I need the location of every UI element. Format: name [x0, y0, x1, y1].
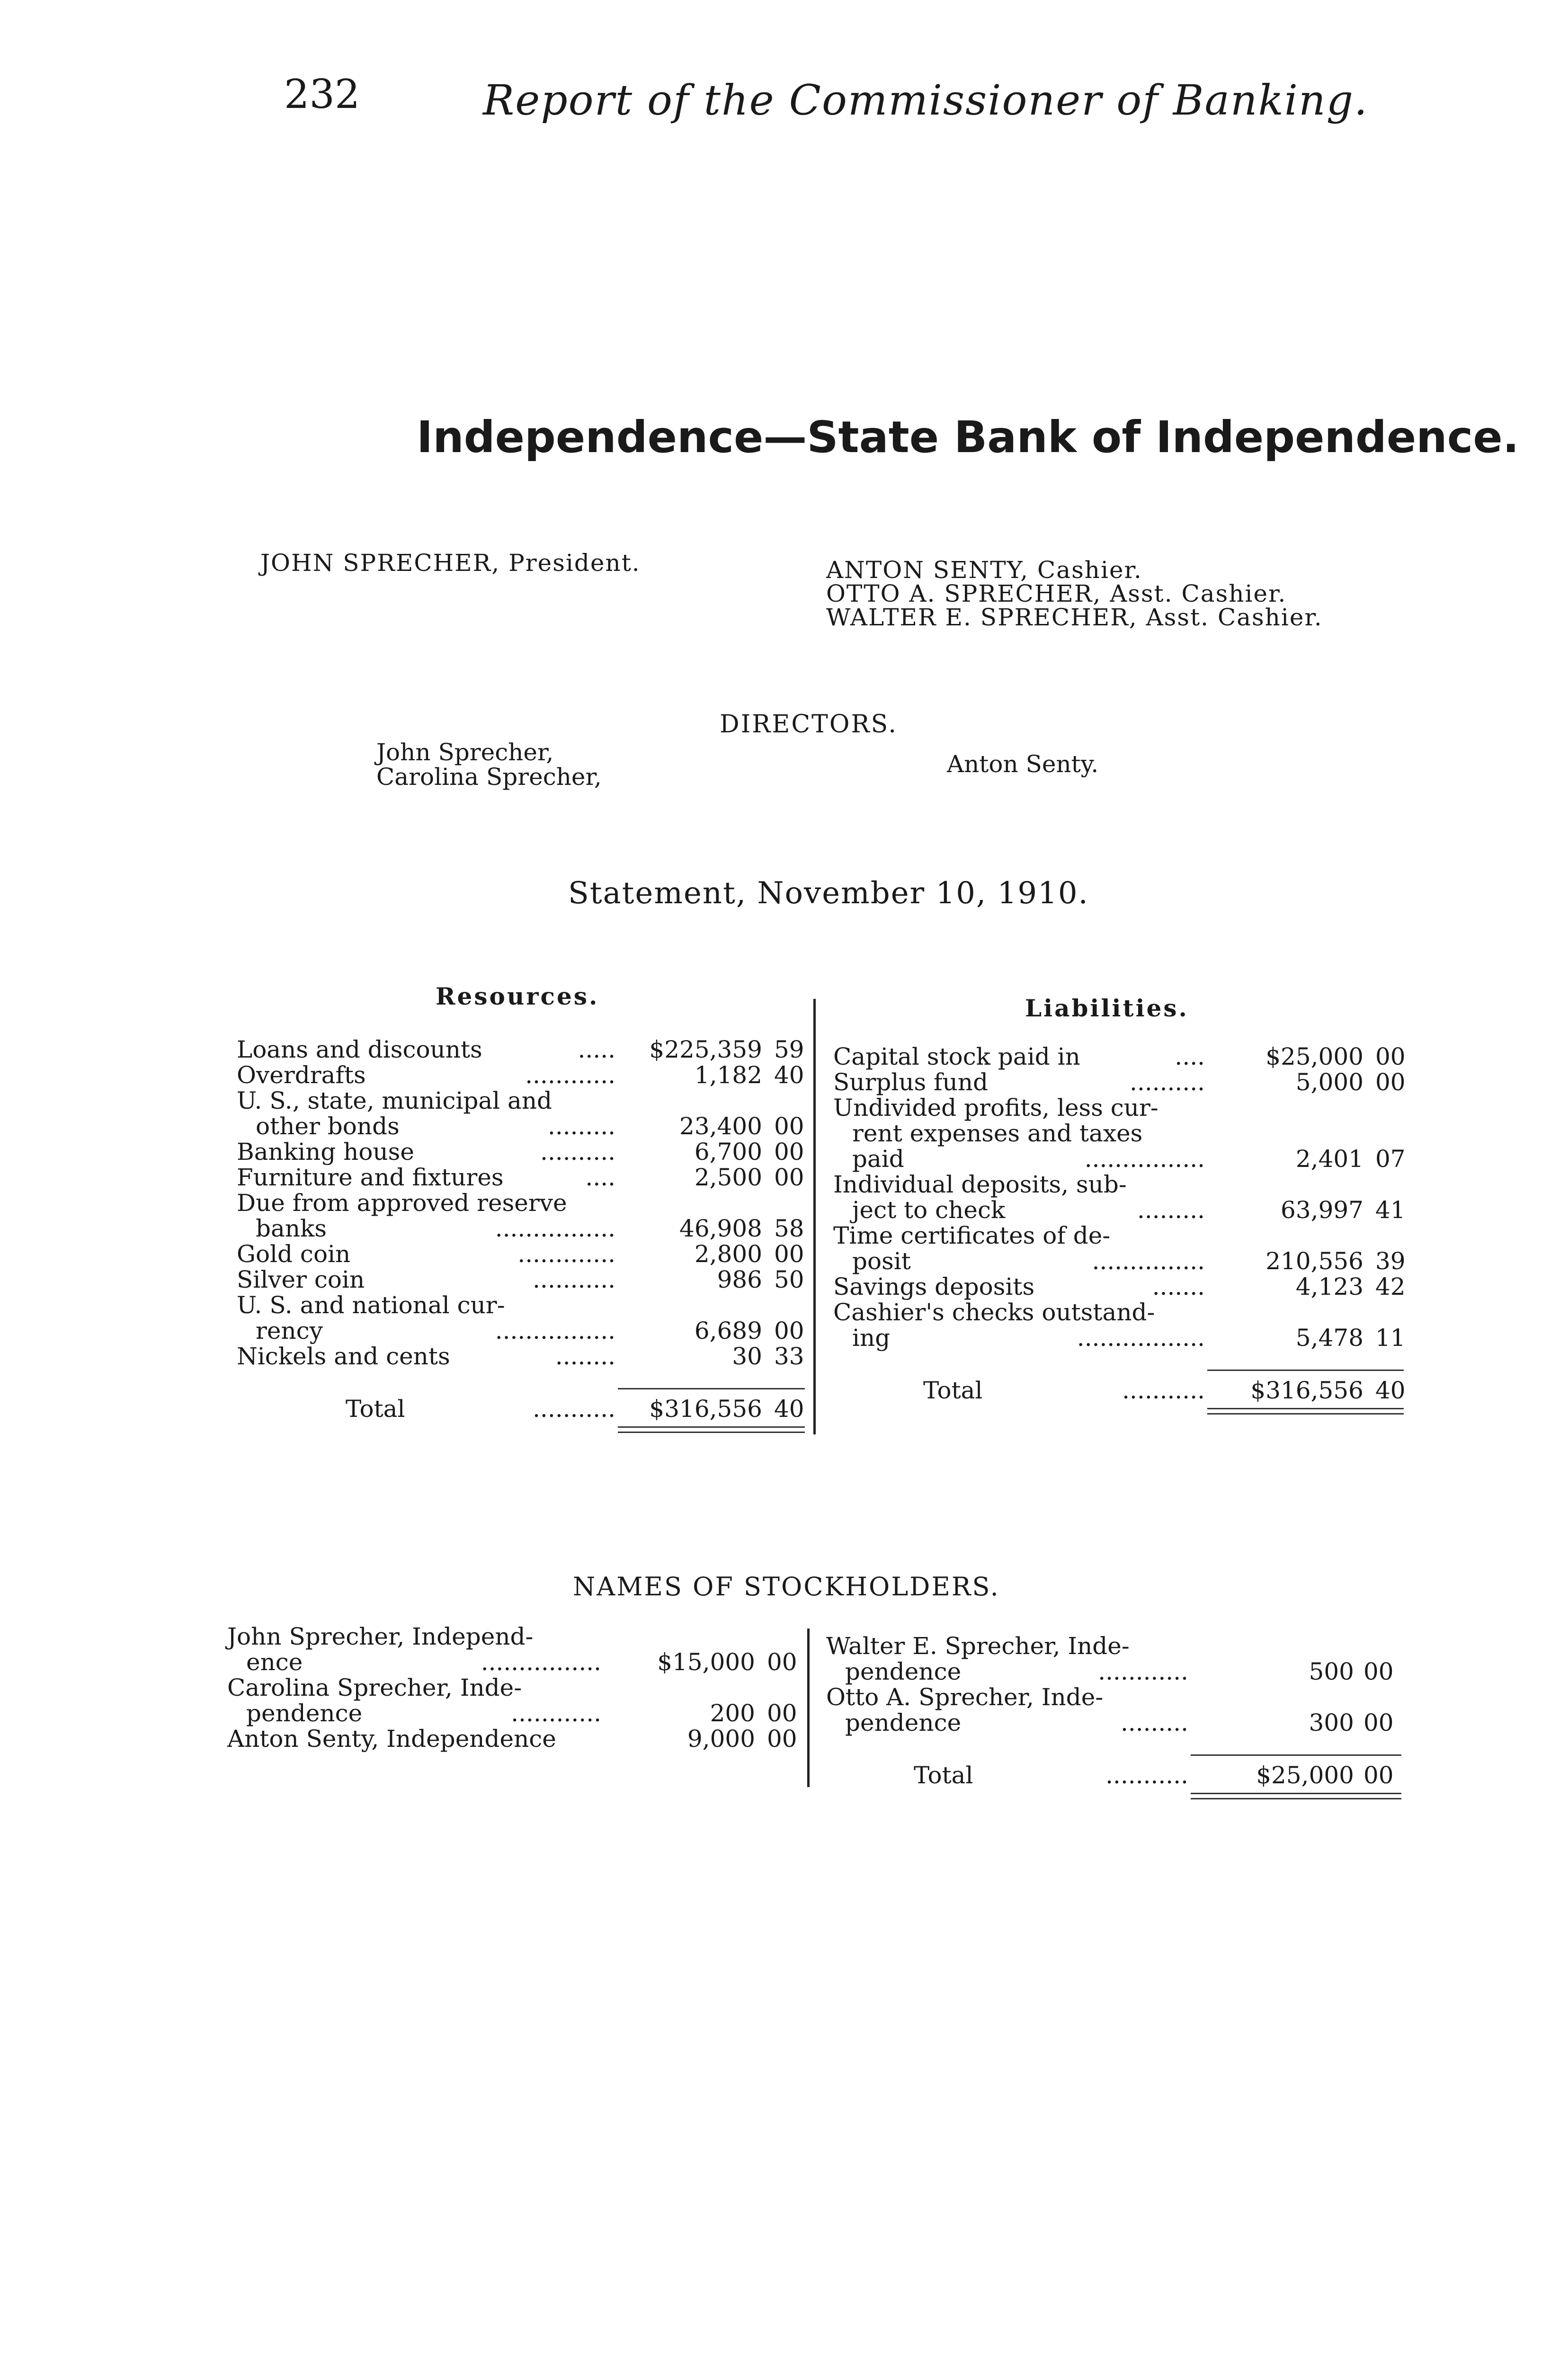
amount-dollars: 200 — [710, 1700, 755, 1727]
amount-dollars: 2,500 — [694, 1164, 762, 1191]
row-label: banks — [256, 1215, 327, 1242]
table-row — [0, 1121, 1468, 1146]
directors-heading: DIRECTORS. — [720, 710, 898, 739]
table-row — [0, 1633, 1468, 1659]
row-label: ject to check — [852, 1196, 1006, 1224]
dot-leader: ................ — [495, 1215, 615, 1242]
row-label: other bonds — [256, 1112, 400, 1140]
dot-leader: ......... — [1137, 1196, 1205, 1224]
dot-leader: ............ — [511, 1700, 601, 1727]
row-label: Time certificates of de- — [833, 1222, 1111, 1249]
amount-dollars: 5,000 — [1295, 1068, 1363, 1096]
row-label: Nickels and cents — [237, 1343, 450, 1370]
amount-cents: 11 — [1375, 1324, 1406, 1352]
officer-president: JOHN SPRECHER, President. — [260, 549, 641, 577]
row-label: Walter E. Sprecher, Inde- — [826, 1632, 1130, 1660]
table-row — [0, 1197, 1468, 1223]
amount-cents: 58 — [774, 1215, 804, 1242]
amount-cents: 00 — [1363, 1762, 1394, 1789]
amount-cents: 00 — [767, 1648, 797, 1676]
amount-cents: 00 — [774, 1164, 804, 1191]
liabilities-heading: Liabilities. — [1025, 994, 1189, 1022]
dot-leader: ........... — [1105, 1762, 1188, 1789]
amount-cents: 41 — [1375, 1196, 1406, 1224]
table-row — [0, 1325, 1468, 1351]
row-label: U. S. and national cur- — [237, 1291, 505, 1319]
amount-cents: 39 — [1375, 1247, 1406, 1275]
officer-asst-cashier: WALTER E. SPRECHER, Asst. Cashier. — [826, 604, 1323, 631]
total-label: Total — [346, 1395, 405, 1423]
amount-dollars: 2,401 — [1295, 1145, 1363, 1173]
amount-cents: 40 — [774, 1061, 804, 1089]
row-label: Gold coin — [237, 1240, 351, 1268]
total-label: Total — [923, 1377, 983, 1404]
row-label: Anton Senty, Independence — [227, 1725, 556, 1753]
liabilities-table — [0, 1044, 1468, 1415]
table-row — [0, 1248, 1468, 1274]
row-label: rent expenses and taxes — [852, 1120, 1143, 1147]
amount-cents: 50 — [774, 1266, 804, 1293]
amount-cents: 00 — [774, 1138, 804, 1166]
officer-cashier: ANTON SENTY, Cashier. — [826, 556, 1142, 584]
row-label: posit — [852, 1247, 911, 1275]
double-rule — [1191, 1793, 1401, 1794]
amount-cents: 00 — [1363, 1709, 1394, 1736]
table-row — [0, 1146, 1468, 1172]
table-row — [0, 1172, 1468, 1197]
dot-leader: ................ — [1084, 1145, 1205, 1173]
dot-leader: ......... — [1120, 1709, 1188, 1736]
table-row — [0, 1095, 1468, 1121]
dot-leader: .......... — [540, 1138, 615, 1166]
dot-leader: .......... — [1130, 1068, 1205, 1096]
amount-cents: 42 — [1375, 1273, 1406, 1300]
amount-cents: 00 — [767, 1725, 797, 1753]
amount-cents: 00 — [1375, 1068, 1406, 1096]
double-rule — [618, 1432, 805, 1433]
row-label: Otto A. Sprecher, Inde- — [826, 1683, 1104, 1711]
director-name: Anton Senty. — [947, 750, 1099, 778]
total-row — [0, 1378, 1468, 1403]
amount-dollars: 63,997 — [1281, 1196, 1363, 1224]
amount-dollars: 46,908 — [679, 1215, 762, 1242]
double-rule — [618, 1426, 805, 1428]
page-number: 232 — [284, 71, 360, 117]
amount-cents: 40 — [774, 1395, 804, 1423]
row-label: Banking house — [237, 1138, 414, 1166]
amount-dollars: 1,182 — [694, 1061, 762, 1089]
dot-leader: ........... — [533, 1266, 615, 1293]
row-label: U. S., state, municipal and — [237, 1087, 552, 1114]
amount-cents: 00 — [767, 1700, 797, 1727]
table-row — [0, 1710, 1468, 1735]
bank-title: Independence—State Bank of Independence. — [417, 412, 1519, 463]
dot-leader: ............. — [517, 1240, 615, 1268]
dot-leader: .... — [585, 1164, 615, 1191]
stockholders-right-table — [0, 1633, 1468, 1799]
statement-title: Statement, November 10, 1910. — [568, 876, 1089, 911]
table-row — [0, 1069, 1468, 1095]
dot-leader: ........... — [1122, 1377, 1205, 1404]
row-label: pendence — [845, 1709, 962, 1736]
row-label: Overdrafts — [237, 1061, 366, 1089]
dot-leader: ................ — [481, 1648, 601, 1676]
running-title: Report of the Commissioner of Banking. — [483, 76, 1369, 125]
table-row — [0, 1684, 1468, 1710]
amount-cents: 00 — [774, 1112, 804, 1140]
row-label: Cashier's checks outstand- — [833, 1299, 1155, 1326]
table-row — [0, 1274, 1468, 1299]
double-rule — [1207, 1413, 1404, 1415]
amount-cents: 00 — [1375, 1043, 1406, 1070]
row-label: Carolina Sprecher, Inde- — [227, 1674, 522, 1701]
dot-leader: ................ — [495, 1317, 615, 1344]
row-label: Individual deposits, sub- — [833, 1171, 1127, 1198]
row-label: pendence — [845, 1658, 962, 1685]
amount-dollars: 23,400 — [679, 1112, 762, 1140]
amount-cents: 07 — [1375, 1145, 1406, 1173]
double-rule — [1207, 1408, 1404, 1409]
dot-leader: ............ — [525, 1061, 615, 1089]
dot-leader: ......... — [547, 1112, 615, 1140]
row-label: John Sprecher, Independ- — [227, 1623, 534, 1650]
total-rule — [1191, 1754, 1401, 1756]
amount-dollars: 6,689 — [694, 1317, 762, 1344]
amount-dollars: 210,556 — [1265, 1247, 1363, 1275]
table-row — [0, 1299, 1468, 1325]
amount-cents: 40 — [1375, 1377, 1406, 1404]
dot-leader: ........ — [555, 1343, 615, 1370]
row-label: Surplus fund — [833, 1068, 989, 1096]
amount-dollars: $316,556 — [649, 1395, 762, 1423]
dot-leader: ....... — [1152, 1273, 1205, 1300]
amount-dollars: 2,800 — [694, 1240, 762, 1268]
amount-cents: 33 — [774, 1343, 804, 1370]
row-label: Savings deposits — [833, 1273, 1035, 1300]
total-label: Total — [914, 1762, 973, 1789]
amount-dollars: 4,123 — [1295, 1273, 1363, 1300]
amount-dollars: 5,478 — [1295, 1324, 1363, 1352]
amount-cents: 00 — [774, 1317, 804, 1344]
total-rule — [1207, 1370, 1404, 1371]
amount-cents: 59 — [774, 1036, 804, 1063]
row-label: Undivided profits, less cur- — [833, 1094, 1158, 1121]
officer-asst-cashier: OTTO A. SPRECHER, Asst. Cashier. — [826, 580, 1287, 607]
amount-dollars: $225,359 — [649, 1036, 762, 1063]
row-label: Silver coin — [237, 1266, 365, 1293]
resources-heading: Resources. — [436, 982, 599, 1010]
table-row — [0, 1044, 1468, 1069]
row-label: Due from approved reserve — [237, 1189, 567, 1217]
amount-dollars: $316,556 — [1250, 1377, 1363, 1404]
dot-leader: ........... — [533, 1395, 615, 1423]
row-label: rency — [256, 1317, 323, 1344]
amount-dollars: 30 — [732, 1343, 762, 1370]
row-label: pendence — [246, 1700, 363, 1727]
amount-dollars: $25,000 — [1265, 1043, 1363, 1070]
amount-cents: 00 — [1363, 1658, 1394, 1685]
stockholders-heading: NAMES OF STOCKHOLDERS. — [573, 1572, 1000, 1602]
amount-cents: 00 — [774, 1240, 804, 1268]
dot-leader: ............ — [1098, 1658, 1188, 1685]
amount-dollars: 6,700 — [694, 1138, 762, 1166]
total-row — [0, 1762, 1468, 1788]
table-row — [0, 1223, 1468, 1248]
row-label: ence — [246, 1648, 303, 1676]
director-name: John Sprecher, — [376, 739, 554, 766]
amount-dollars: 300 — [1309, 1709, 1354, 1736]
row-label: Capital stock paid in — [833, 1043, 1080, 1070]
director-name: Carolina Sprecher, — [376, 763, 602, 791]
row-label: ing — [852, 1324, 891, 1352]
dot-leader: ................. — [1077, 1324, 1205, 1352]
row-label: Loans and discounts — [237, 1036, 482, 1063]
dot-leader: ............... — [1092, 1247, 1205, 1275]
row-label: Furniture and fixtures — [237, 1164, 504, 1191]
dot-leader: .... — [1175, 1043, 1205, 1070]
row-label: paid — [852, 1145, 904, 1173]
double-rule — [1191, 1798, 1401, 1799]
table-row — [0, 1659, 1468, 1684]
amount-dollars: $25,000 — [1256, 1762, 1354, 1789]
amount-dollars: 9,000 — [687, 1725, 755, 1753]
amount-dollars: 986 — [717, 1266, 762, 1293]
amount-dollars: 500 — [1309, 1658, 1354, 1685]
dot-leader: ..... — [578, 1036, 615, 1063]
amount-dollars: $15,000 — [657, 1648, 755, 1676]
